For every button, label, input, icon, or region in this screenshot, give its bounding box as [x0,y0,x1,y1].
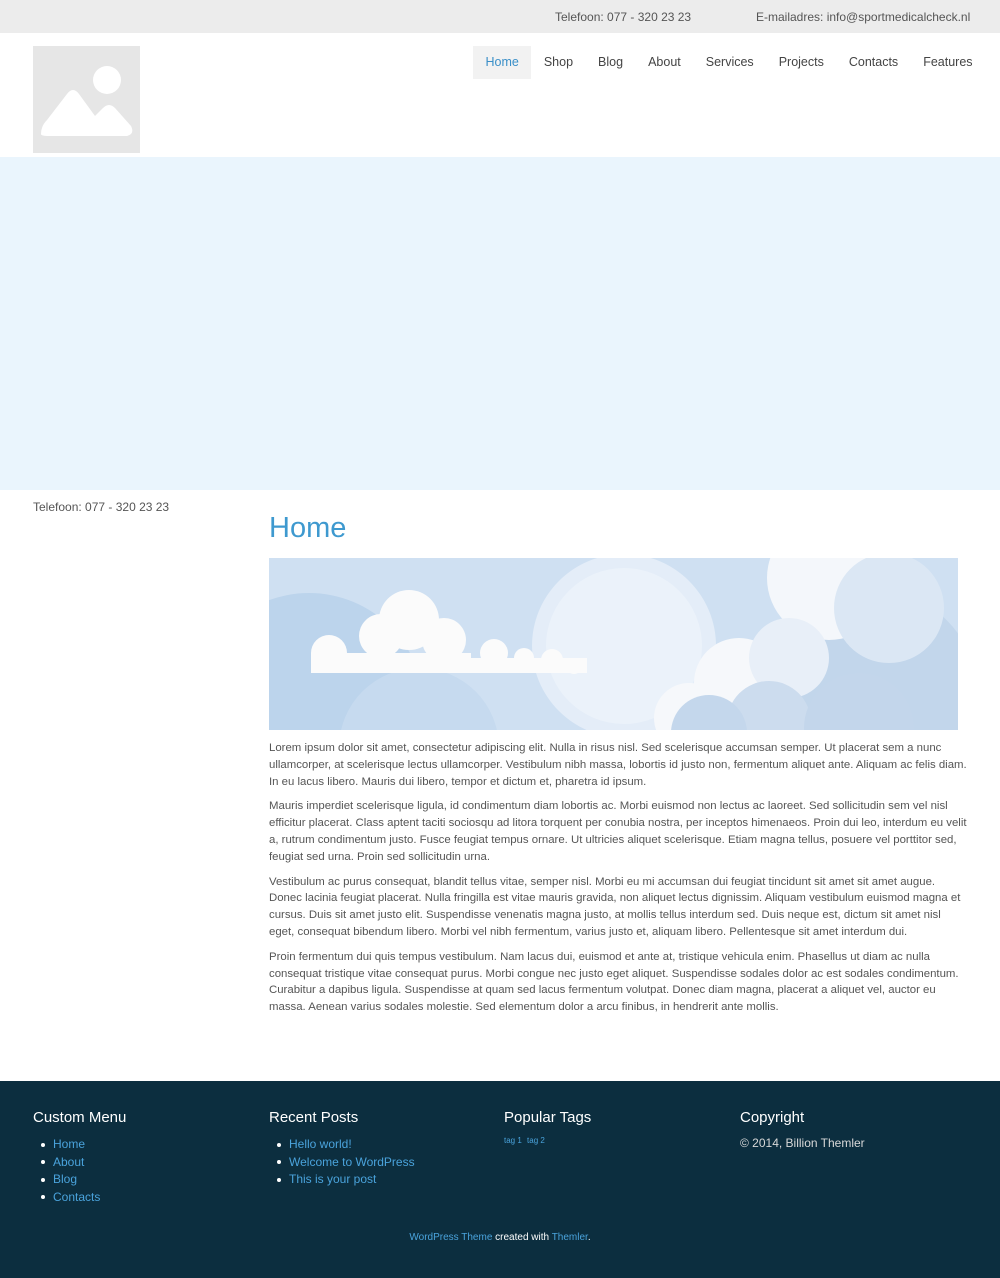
main-content [269,510,969,1016]
footer-link-contacts[interactable]: Contacts [53,1189,101,1204]
tag-link[interactable]: tag 2 [527,1136,545,1145]
tag-cloud [504,1136,591,1145]
footer-heading: Recent Posts [269,1109,359,1126]
footer-heading: Copyright [740,1109,805,1126]
page-title: Home [269,512,347,544]
topbar-email: E-mailadres: info@sportmedicalcheck.nl [756,10,971,24]
footer-recent-posts [269,1109,415,1189]
credit-end: . [587,1232,591,1243]
list-item [41,1171,126,1189]
footer-heading: Custom Menu [33,1109,127,1126]
nav-home[interactable]: Home [473,46,531,79]
nav-projects[interactable]: Projects [778,55,824,69]
content-paragraph: Lorem ipsum dolor sit amet, consectetur adipiscing elit. Nulla in risus nisl. Sed scelerisque accumsan semper. Ut placerat sem a nunc ullamcorper, at scelerisque lectus ullamcorper. Vestibulum nibh massa, lobortis id justo non, fermentum aliquet ante. Aliquam ac felis diam. In eu lacus libero. Mauris dui libero, tempor et dictum et, pharetra id ipsum. [269,742,967,788]
content-paragraph: Mauris imperdiet scelerisque ligula, id condimentum diam lobortis ac. Morbi euismod non lectus ac laoreet. Sed sollicitudin sem vel nisl efficitur placerat. Class aptent taciti sociosqu ad litora torquent per conubia nostra, per inceptos himenaeos. Proin dui leo, interdum eu velit a, rutrum condimentum justo. Fusce feugiat tempus ornare. Ut ultricies aliquet scelerisque. Etiam magna tellus, posuere vel porttitor sed, feugiat sed urna. Proin sed sollicitudin urna. [269,800,967,863]
content-paragraph: Proin fermentum dui quis tempus vestibulum. Nam lacus dui, euismod et ante at, tristique vehicula enim. Phasellus ut diam ac nulla consequat tristique vitae consequat purus. Morbi congue nec justo eget aliquet. Suspendisse sodales dolor ac est sodales condimentum. Curabitur a dapibus ligula. Suspendisse at quam sed lacus fermentum volutpat. Donec diam magna, placerat a aliquet vel, auctor eu massa. Aenean varius sodales molestie. Sed elementum dolor a arcu finibus, in hendrerit ante mollis. [269,950,959,1014]
recent-post-link[interactable]: Hello world! [289,1137,352,1151]
list-item [41,1189,126,1207]
nav-services[interactable]: Services [705,55,754,69]
topbar-phone: Telefoon: 077 - 320 23 23 [555,10,692,24]
wordpress-theme-link[interactable]: WordPress Theme [409,1232,493,1243]
nav-contacts[interactable]: Contacts [848,55,899,69]
content-paragraph: Vestibulum ac purus consequat, blandit tellus vitae, semper nisl. Morbi eu mi accumsan dui feugiat tincidunt sit amet sit amet augue. Donec lacinia feugiat placerat. Nulla fringilla est vitae mauris gravida, non aliquet lectus dignissim. Aliquam vestibulum euismod magna et cursus. Duis sit amet justo elit. Suspendisse venenatis magna justo, at mollis tellus interdum sed. Duis neque est, dictum sit amet nisl eget, consequat bibendum libero. Morbi vel nibh fermentum, varius justo et, aliquam libero. Pellentesque sit amet interdum dui. [269,875,961,938]
sidebar-phone: Telefoon: 077 - 320 23 23 [33,500,170,514]
clouds-illustration [269,558,958,730]
tag-link[interactable]: tag 1 [504,1136,522,1145]
footer-credit [0,1232,1000,1243]
footer-link-blog[interactable]: Blog [53,1172,78,1186]
list-item [41,1154,126,1172]
footer-popular-tags [504,1109,591,1145]
recent-posts-list [269,1136,415,1189]
recent-post-link[interactable]: This is your post [289,1172,377,1186]
content-image [269,558,958,730]
logo[interactable] [33,46,140,153]
recent-post-link[interactable]: Welcome to WordPress [289,1154,415,1169]
footer-heading: Popular Tags [504,1109,592,1126]
footer-copyright [740,1109,865,1150]
list-item [41,1136,126,1154]
image-placeholder-icon [33,46,140,153]
footer-custom-menu [33,1109,126,1206]
list-item [277,1136,415,1154]
top-bar [0,0,1000,33]
hero-banner [0,157,1000,490]
copyright-text: © 2014, Billion Themler [740,1136,865,1150]
site-footer [0,1081,1000,1278]
footer-link-home[interactable]: Home [53,1137,86,1151]
themler-link[interactable]: Themler [551,1232,588,1243]
site-header [0,33,1000,157]
nav-about[interactable]: About [648,55,681,69]
nav-shop[interactable]: Shop [543,55,574,69]
credit-text: created with [492,1232,552,1243]
nav-blog[interactable]: Blog [598,55,624,69]
footer-link-about[interactable]: About [53,1154,85,1169]
list-item [277,1154,415,1172]
list-item [277,1171,415,1189]
nav-features[interactable]: Features [923,55,973,69]
custom-menu-list [33,1136,126,1206]
main-nav [473,46,985,79]
